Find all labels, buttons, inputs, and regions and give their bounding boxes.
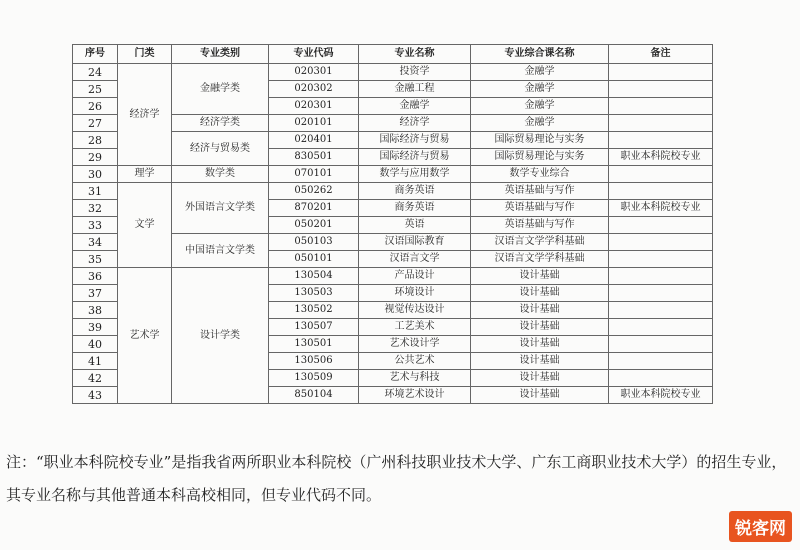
cell-course: 设计基础 [471,302,609,319]
cell-seq: 42 [73,370,118,387]
cell-seq: 32 [73,200,118,217]
cell-major-name: 金融工程 [359,81,471,98]
cell-major-name: 公共艺术 [359,353,471,370]
cell-note [609,353,713,370]
table-body [73,64,713,404]
cell-class: 中国语言文学类 [172,234,269,268]
cell-major-name: 艺术设计学 [359,336,471,353]
cell-course: 汉语言文学学科基础 [471,251,609,268]
cell-code: 050201 [269,217,359,234]
cell-code: 020301 [269,64,359,81]
header-course: 专业综合课名称 [471,45,609,64]
table-header [73,45,713,64]
cell-class: 设计学类 [172,268,269,404]
cell-major-name: 视觉传达设计 [359,302,471,319]
cell-note [609,234,713,251]
header-class: 专业类别 [172,45,269,64]
cell-course: 设计基础 [471,268,609,285]
cell-course: 国际贸易理论与实务 [471,149,609,166]
cell-course: 金融学 [471,115,609,132]
cell-major-name: 汉语言文学 [359,251,471,268]
cell-note: 职业本科院校专业 [609,200,713,217]
cell-seq: 38 [73,302,118,319]
cell-note [609,370,713,387]
cell-seq: 37 [73,285,118,302]
cell-note [609,319,713,336]
cell-code: 130503 [269,285,359,302]
cell-code: 830501 [269,149,359,166]
cell-category: 文学 [118,183,172,268]
cell-category: 艺术学 [118,268,172,404]
cell-note [609,64,713,81]
cell-major-name: 投资学 [359,64,471,81]
cell-major-name: 商务英语 [359,183,471,200]
cell-course: 设计基础 [471,387,609,404]
cell-code: 050103 [269,234,359,251]
cell-course: 金融学 [471,64,609,81]
cell-note [609,98,713,115]
cell-seq: 43 [73,387,118,404]
cell-major-name: 汉语国际教育 [359,234,471,251]
cell-major-name: 经济学 [359,115,471,132]
table-row [73,183,713,200]
cell-seq: 40 [73,336,118,353]
cell-code: 130502 [269,302,359,319]
header-major-name: 专业名称 [359,45,471,64]
header-row [73,45,713,64]
cell-note [609,336,713,353]
cell-note: 职业本科院校专业 [609,149,713,166]
cell-course: 英语基础与写作 [471,200,609,217]
majors-table [72,44,713,404]
cell-major-name: 产品设计 [359,268,471,285]
cell-course: 设计基础 [471,319,609,336]
cell-seq: 27 [73,115,118,132]
cell-seq: 33 [73,217,118,234]
cell-seq: 39 [73,319,118,336]
cell-code: 130501 [269,336,359,353]
cell-note [609,251,713,268]
cell-note [609,115,713,132]
cell-course: 设计基础 [471,336,609,353]
watermark-logo: 锐客网 [729,511,792,542]
cell-course: 设计基础 [471,370,609,387]
cell-note: 职业本科院校专业 [609,387,713,404]
cell-seq: 31 [73,183,118,200]
cell-note [609,268,713,285]
cell-class: 经济学类 [172,115,269,132]
cell-note [609,183,713,200]
cell-class: 金融学类 [172,64,269,115]
cell-code: 050262 [269,183,359,200]
header-note: 备注 [609,45,713,64]
cell-seq: 34 [73,234,118,251]
cell-seq: 35 [73,251,118,268]
header-seq: 序号 [73,45,118,64]
cell-seq: 28 [73,132,118,149]
cell-note [609,132,713,149]
cell-class: 外国语言文学类 [172,183,269,234]
cell-major-name: 金融学 [359,98,471,115]
cell-major-name: 英语 [359,217,471,234]
cell-code: 870201 [269,200,359,217]
cell-major-name: 环境艺术设计 [359,387,471,404]
cell-note [609,81,713,98]
cell-course: 英语基础与写作 [471,183,609,200]
table-row [73,268,713,285]
cell-code: 850104 [269,387,359,404]
cell-code: 070101 [269,166,359,183]
cell-course: 英语基础与写作 [471,217,609,234]
cell-note [609,166,713,183]
cell-code: 130504 [269,268,359,285]
cell-code: 130506 [269,353,359,370]
cell-code: 020101 [269,115,359,132]
cell-course: 设计基础 [471,285,609,302]
cell-seq: 26 [73,98,118,115]
cell-seq: 30 [73,166,118,183]
footnote: 注：“职业本科院校专业”是指我省两所职业本科院校（广州科技职业技术大学、广东工商职业技术大学）的招生专业，其专业名称与其他普通本科高校相同，但专业代码不同。 [6,453,787,504]
cell-category: 理学 [118,166,172,183]
cell-major-name: 环境设计 [359,285,471,302]
cell-code: 020401 [269,132,359,149]
cell-code: 020301 [269,98,359,115]
header-code: 专业代码 [269,45,359,64]
cell-course: 国际贸易理论与实务 [471,132,609,149]
cell-course: 金融学 [471,81,609,98]
cell-code: 130507 [269,319,359,336]
cell-note [609,302,713,319]
cell-code: 020302 [269,81,359,98]
table-row [73,166,713,183]
cell-course: 设计基础 [471,353,609,370]
cell-code: 050101 [269,251,359,268]
cell-class: 经济与贸易类 [172,132,269,166]
header-category: 门类 [118,45,172,64]
cell-major-name: 国际经济与贸易 [359,149,471,166]
cell-course: 数学专业综合 [471,166,609,183]
cell-class: 数学类 [172,166,269,183]
cell-category: 经济学 [118,64,172,166]
table-row [73,64,713,81]
cell-seq: 36 [73,268,118,285]
cell-code: 130509 [269,370,359,387]
cell-course: 金融学 [471,98,609,115]
cell-major-name: 国际经济与贸易 [359,132,471,149]
cell-seq: 41 [73,353,118,370]
cell-note [609,217,713,234]
cell-seq: 29 [73,149,118,166]
cell-major-name: 商务英语 [359,200,471,217]
cell-major-name: 工艺美术 [359,319,471,336]
cell-major-name: 艺术与科技 [359,370,471,387]
cell-course: 汉语言文学学科基础 [471,234,609,251]
cell-note [609,285,713,302]
cell-major-name: 数学与应用数学 [359,166,471,183]
cell-seq: 25 [73,81,118,98]
cell-seq: 24 [73,64,118,81]
